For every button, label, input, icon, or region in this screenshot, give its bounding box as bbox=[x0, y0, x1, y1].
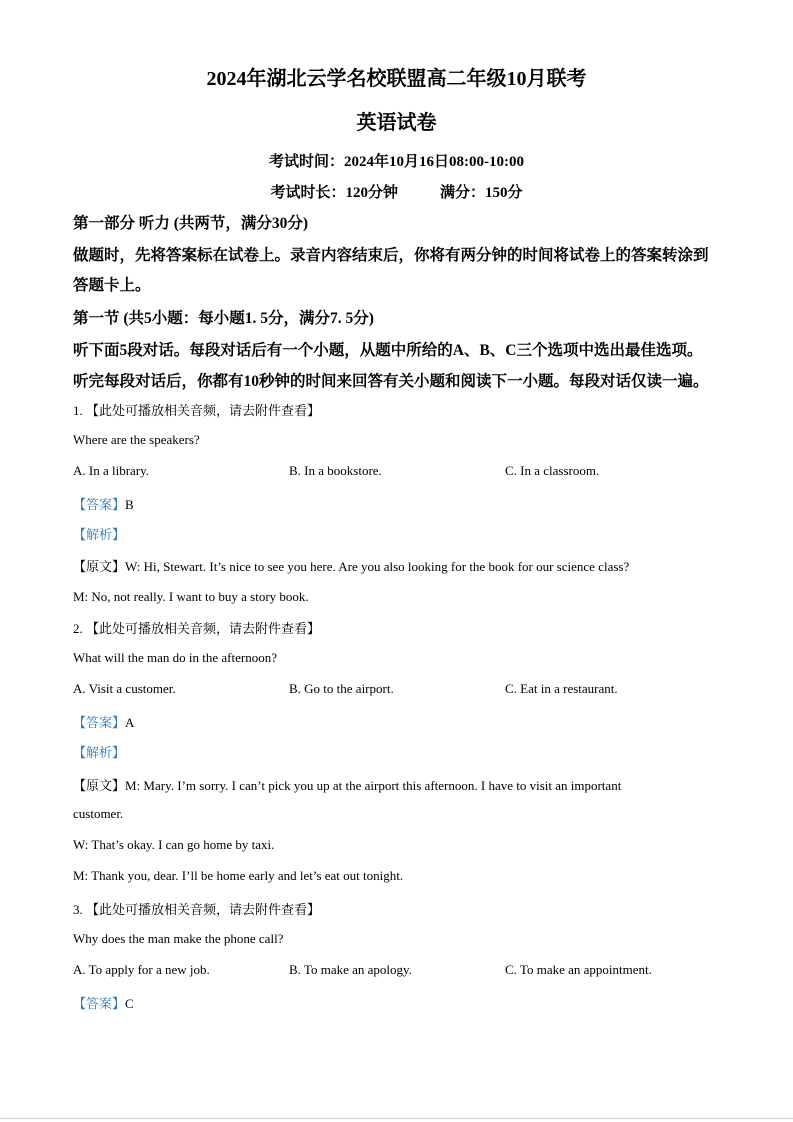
subsection-text-2: 听完每段对话后，你都有10秒钟的时间来回答有关小题和阅读下一小题。每段对话仅读一遍。 bbox=[73, 373, 709, 390]
answer-tag: 【答案】 bbox=[73, 497, 126, 512]
exam-time: 考试时间：2024年10月16日08:00-10:00 bbox=[269, 154, 524, 170]
question-2-option-c: C. Eat in a restaurant. bbox=[505, 681, 618, 696]
question-3-option-b: B. To make an apology. bbox=[289, 962, 412, 977]
question-3-option-a: A. To apply for a new job. bbox=[73, 962, 210, 977]
answer-value: B bbox=[125, 497, 134, 512]
question-2-option-b: B. Go to the airport. bbox=[289, 681, 394, 696]
answer-value: A bbox=[125, 715, 135, 730]
page-bottom-divider bbox=[0, 1118, 793, 1119]
answer-value: C bbox=[125, 996, 134, 1011]
question-3-text: Why does the man make the phone call? bbox=[73, 931, 284, 946]
question-2-original-4: M: Thank you, dear. I’ll be home early and let’s eat out tonight. bbox=[73, 868, 404, 883]
question-2-text: What will the man do in the afternoon? bbox=[73, 650, 277, 665]
question-1-original-1 bbox=[73, 556, 629, 575]
question-2-original-1 bbox=[73, 775, 621, 794]
question-1-option-b: B. In a bookstore. bbox=[289, 463, 382, 478]
question-3-audio-note: 3. 【此处可播放相关音频，请去附件查看】 bbox=[73, 902, 321, 917]
subsection-text-1: 听下面5段对话。每段对话后有一个小题，从题中所给的A、B、C三个选项中选出最佳选项。 bbox=[73, 342, 703, 359]
question-3-answer bbox=[73, 993, 134, 1012]
question-1-answer bbox=[73, 494, 134, 513]
original-line: M: Mary. I’m sorry. I can’t pick you up at the airport this afternoon. I have to visit an important bbox=[125, 778, 622, 793]
question-1-original-2: M: No, not really. I want to buy a story book. bbox=[73, 589, 309, 604]
exam-title: 2024年湖北云学名校联盟高二年级10月联考 bbox=[206, 68, 587, 90]
instructions-line-2: 答题卡上。 bbox=[73, 277, 151, 294]
question-2-original-2: customer. bbox=[73, 806, 124, 821]
part-title: 第一部分 听力 (共两节，满分30分) bbox=[73, 215, 309, 232]
question-2-answer bbox=[73, 712, 134, 731]
subsection-title: 第一节 (共5小题：每小题1. 5分，满分7. 5分) bbox=[73, 310, 374, 327]
question-1-option-a: A. In a library. bbox=[73, 463, 150, 478]
question-2-original-3: W: That’s okay. I can go home by taxi. bbox=[73, 837, 275, 852]
question-3-option-c: C. To make an appointment. bbox=[505, 962, 652, 977]
question-1-analysis-tag: 【解析】 bbox=[73, 527, 126, 542]
question-2-audio-note: 2. 【此处可播放相关音频，请去附件查看】 bbox=[73, 621, 321, 636]
question-2-analysis-tag: 【解析】 bbox=[73, 745, 126, 760]
original-tag: 【原文】 bbox=[73, 778, 126, 793]
question-1-text: Where are the speakers? bbox=[73, 432, 200, 447]
question-2-option-a: A. Visit a customer. bbox=[73, 681, 176, 696]
answer-tag: 【答案】 bbox=[73, 996, 126, 1011]
full-score: 满分：150分 bbox=[440, 185, 523, 201]
instructions-line-1: 做题时，先将答案标在试卷上。录音内容结束后，你将有两分钟的时间将试卷上的答案转涂到 bbox=[73, 247, 709, 264]
exam-duration: 考试时长：120分钟 bbox=[270, 185, 398, 201]
answer-tag: 【答案】 bbox=[73, 715, 126, 730]
original-tag: 【原文】 bbox=[73, 559, 126, 574]
original-line: W: Hi, Stewart. It’s nice to see you here. Are you also looking for the book for our science class? bbox=[125, 559, 630, 574]
question-1-option-c: C. In a classroom. bbox=[505, 463, 600, 478]
question-1-audio-note: 1. 【此处可播放相关音频，请去附件查看】 bbox=[73, 403, 321, 418]
subject-title: 英语试卷 bbox=[356, 112, 437, 134]
exam-duration-score bbox=[0, 181, 793, 202]
